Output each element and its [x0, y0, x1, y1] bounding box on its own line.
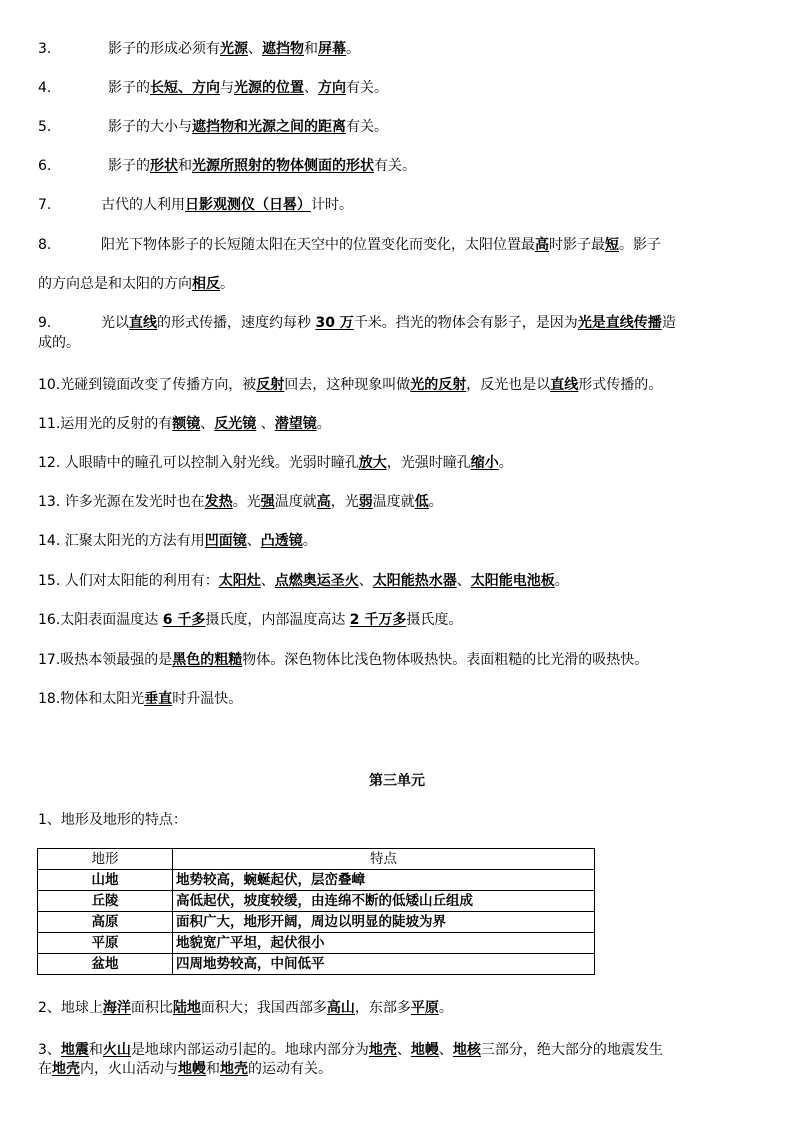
key-term: 额镜	[172, 416, 201, 432]
key-term: 反射	[256, 377, 285, 393]
text-segment: 时升温快。	[172, 691, 243, 707]
text-segment: 汇聚太阳光的方法有用	[60, 533, 205, 549]
key-term: 平原	[410, 1000, 439, 1016]
key-term: 黑色的粗糙	[172, 652, 243, 668]
text-segment: 、	[248, 41, 262, 57]
table-header-row	[38, 849, 595, 870]
item-number: 9.	[38, 315, 52, 331]
feature-cell: 地势较高，蜿蜒起伏，层峦叠嶂	[173, 870, 595, 891]
item-number: 16.	[38, 612, 61, 628]
key-term: 放大	[358, 455, 387, 471]
text-segment: 3、	[38, 1042, 61, 1058]
text-segment: 太阳表面温度达	[60, 612, 163, 628]
item-number: 6.	[38, 158, 52, 174]
item-number: 3.	[38, 41, 52, 57]
text-segment: 摄氏度。	[406, 612, 463, 628]
text-segment: 计时。	[311, 197, 353, 213]
item-number: 4.	[38, 80, 52, 96]
key-term: 反光镜	[214, 416, 257, 432]
table-row	[38, 870, 595, 891]
list-item	[38, 376, 758, 394]
key-term: 光源	[220, 41, 248, 57]
landform-table	[37, 848, 595, 975]
item-number: 13.	[38, 494, 61, 510]
text-segment: 的方向总是和太阳的方向	[38, 276, 192, 292]
text-segment: 面积比	[130, 1000, 173, 1016]
key-term: 相反	[192, 276, 220, 292]
key-term: 垂直	[144, 691, 173, 707]
text-segment: 回去，这种现象叫做	[284, 377, 411, 393]
table-row	[38, 891, 595, 912]
text-segment: 温度就	[274, 494, 317, 510]
key-term: 长短、方向	[150, 80, 220, 96]
text-segment: 时影子最	[549, 237, 605, 253]
list-item	[38, 532, 758, 550]
text-segment: 2、地球上	[38, 1000, 103, 1016]
key-term: 短	[605, 237, 619, 253]
item-number: 10.	[38, 377, 61, 393]
key-term: 缩小	[470, 455, 499, 471]
table-row	[38, 933, 595, 954]
key-term: 直线	[550, 377, 579, 393]
text-segment: 千米。挡光的物体会有影子，是因为	[353, 315, 578, 331]
key-term: 遮挡物	[262, 41, 304, 57]
text-segment: 、	[246, 533, 261, 549]
key-term: 光源所照射的物体侧面的形状	[192, 158, 374, 174]
text-segment: 有关。	[346, 119, 388, 135]
key-term: 潜望镜	[274, 416, 317, 432]
list-item	[38, 40, 758, 58]
text-segment: ，反光也是以	[466, 377, 551, 393]
key-term: 光源的位置	[234, 80, 304, 96]
landform-cell: 盆地	[38, 954, 173, 975]
key-term: 高山	[326, 1000, 355, 1016]
text-segment: 。	[498, 455, 513, 471]
item-number: 18.	[38, 691, 61, 707]
key-term: 凹面镜	[204, 533, 247, 549]
item-number: 5.	[38, 119, 52, 135]
text-segment: 物体。深色物体比浅色物体吸热快。表面粗糙的比光滑的吸热快。	[242, 652, 649, 668]
list-item	[38, 334, 758, 352]
list-item	[38, 415, 758, 433]
key-term: 地核	[452, 1042, 481, 1058]
item-number: 7.	[38, 197, 52, 213]
key-term: 地震	[60, 1042, 89, 1058]
feature-cell: 面积广大，地形开阔，周边以明显的陡坡为界	[173, 912, 595, 933]
key-term: 高	[535, 237, 549, 253]
text-segment: 阳光下物体影子的长短随太阳在天空中的位置变化而变化，太阳位置最	[101, 237, 535, 253]
text-segment: ，光强时瞳孔	[386, 455, 471, 471]
text-segment: 有关。	[374, 158, 416, 174]
list-item	[38, 611, 758, 629]
text-segment: 内，火山活动与	[80, 1061, 178, 1077]
text-segment: 影子的大小与	[108, 119, 192, 135]
text-segment: 有关。	[346, 80, 388, 96]
key-term: 强	[260, 494, 275, 510]
text-segment: 、	[256, 416, 275, 432]
text-segment: 影子的	[108, 80, 150, 96]
text-segment: 许多光源在发光时也在	[60, 494, 205, 510]
list-item	[38, 275, 758, 293]
text-segment: 运用光的反射的有	[60, 416, 173, 432]
text-segment: 。	[346, 41, 360, 57]
feature-cell: 高低起伏，坡度较缓，由连绵不断的低矮山丘组成	[173, 891, 595, 912]
text-segment: 三部分，绝大部分的地震发生	[480, 1042, 663, 1058]
key-term: 方向	[318, 80, 346, 96]
text-segment: 与	[220, 80, 234, 96]
text-segment: 和	[88, 1042, 103, 1058]
text-segment: 。	[220, 276, 234, 292]
text-segment: 。	[428, 494, 443, 510]
text-segment: 、	[260, 573, 275, 589]
key-term: 点燃奥运圣火	[274, 573, 359, 589]
text-segment: 和	[304, 41, 318, 57]
landform-cell: 平原	[38, 933, 173, 954]
list-item	[38, 651, 758, 669]
list-item	[38, 690, 758, 708]
key-term: 太阳能热水器	[372, 573, 457, 589]
text-segment: 。	[438, 1000, 453, 1016]
text-segment: 。影子	[619, 237, 661, 253]
text-segment: 。	[554, 573, 569, 589]
item-number: 8.	[38, 237, 52, 253]
item-number: 15.	[38, 573, 61, 589]
paragraph-line	[38, 1041, 758, 1059]
feature-cell: 地貌宽广平坦，起伏很小	[173, 933, 595, 954]
key-term: 凸透镜	[260, 533, 303, 549]
text-segment: 、	[200, 416, 215, 432]
text-segment: 影子的	[108, 158, 150, 174]
list-item	[38, 157, 758, 175]
key-term: 遮挡物和光源之间的距离	[192, 119, 346, 135]
text-segment: 人眼睛中的瞳孔可以控制入射光线。光弱时瞳孔	[60, 455, 359, 471]
item-number: 11.	[38, 416, 61, 432]
text-segment: ，东部多	[354, 1000, 411, 1016]
key-term: 地壳	[220, 1061, 248, 1077]
text-segment: 是地球内部运动引起的。地球内部分为	[130, 1042, 369, 1058]
text-segment: ，光	[330, 494, 359, 510]
key-term: 屏幕	[318, 41, 346, 57]
key-term: 弱	[358, 494, 373, 510]
landform-cell: 山地	[38, 870, 173, 891]
item-number: 14.	[38, 533, 61, 549]
key-term: 火山	[102, 1042, 131, 1058]
paragraph-line	[38, 999, 758, 1017]
text-segment: 和	[178, 158, 192, 174]
table-row	[38, 912, 595, 933]
key-term: 6 千多	[162, 612, 206, 628]
paragraph-line	[38, 1060, 758, 1078]
text-segment: 人们对太阳能的利用有：	[60, 573, 219, 589]
text-segment: 古代的人利用	[101, 197, 185, 213]
list-item	[38, 196, 758, 214]
list-item	[38, 79, 758, 97]
text-segment: 、	[456, 573, 471, 589]
text-segment: 和	[206, 1061, 220, 1077]
text-segment: 、	[396, 1042, 411, 1058]
key-term: 地幔	[410, 1042, 439, 1058]
text-segment: 光碰到镜面改变了传播方向，被	[60, 377, 257, 393]
list-item	[38, 493, 758, 511]
text-segment: 影子的形成必须有	[108, 41, 220, 57]
text-segment: 。	[302, 533, 317, 549]
text-segment: 。	[316, 416, 331, 432]
list-item	[38, 236, 758, 254]
key-term: 日影观测仪（日晷）	[185, 197, 311, 213]
table-row	[38, 954, 595, 975]
landform-cell: 高原	[38, 912, 173, 933]
key-term: 30 万	[315, 315, 354, 331]
header-landform: 地形	[38, 849, 173, 870]
text-segment: 形式传播的。	[578, 377, 663, 393]
key-term: 2 千万多	[349, 612, 407, 628]
key-term: 低	[414, 494, 429, 510]
key-term: 陆地	[172, 1000, 201, 1016]
text-segment: 成的。	[38, 335, 80, 351]
list-item	[38, 118, 758, 136]
text-segment: 、	[438, 1042, 453, 1058]
landform-cell: 丘陵	[38, 891, 173, 912]
key-term: 光的反射	[410, 377, 467, 393]
text-segment: 。光	[232, 494, 261, 510]
item-number: 17.	[38, 652, 61, 668]
key-term: 光是直线传播	[577, 315, 662, 331]
header-feature: 特点	[173, 849, 595, 870]
text-segment: 面积大；我国西部多	[200, 1000, 327, 1016]
key-term: 太阳能电池板	[470, 573, 555, 589]
text-segment: 、	[358, 573, 373, 589]
text-segment: 摄氏度，内部温度高达	[205, 612, 350, 628]
key-term: 形状	[150, 158, 178, 174]
text-segment: 物体和太阳光	[60, 691, 145, 707]
unit-title: 第三单元	[369, 773, 425, 789]
key-term: 海洋	[102, 1000, 131, 1016]
text-segment: 光以	[101, 315, 129, 331]
key-term: 地幔	[178, 1061, 206, 1077]
text-segment: 的形式传播，速度约每秒	[157, 315, 316, 331]
key-term: 地壳	[52, 1061, 80, 1077]
feature-cell: 四周地势较高，中间低平	[173, 954, 595, 975]
key-term: 地壳	[368, 1042, 397, 1058]
key-term: 高	[316, 494, 331, 510]
text-segment: 造	[661, 315, 676, 331]
key-term: 太阳灶	[218, 573, 261, 589]
list-item	[38, 454, 758, 472]
text-segment: 、	[304, 80, 318, 96]
key-term: 发热	[204, 494, 233, 510]
list-item	[38, 572, 758, 590]
key-term: 直线	[129, 315, 157, 331]
text-segment: 的运动有关。	[248, 1061, 332, 1077]
text-segment: 吸热本领最强的是	[60, 652, 173, 668]
text-segment: 在	[38, 1061, 52, 1077]
section-heading: 1、地形及地形的特点：	[38, 812, 187, 828]
text-segment: 温度就	[372, 494, 415, 510]
item-number: 12.	[38, 455, 61, 471]
list-item	[38, 314, 758, 332]
